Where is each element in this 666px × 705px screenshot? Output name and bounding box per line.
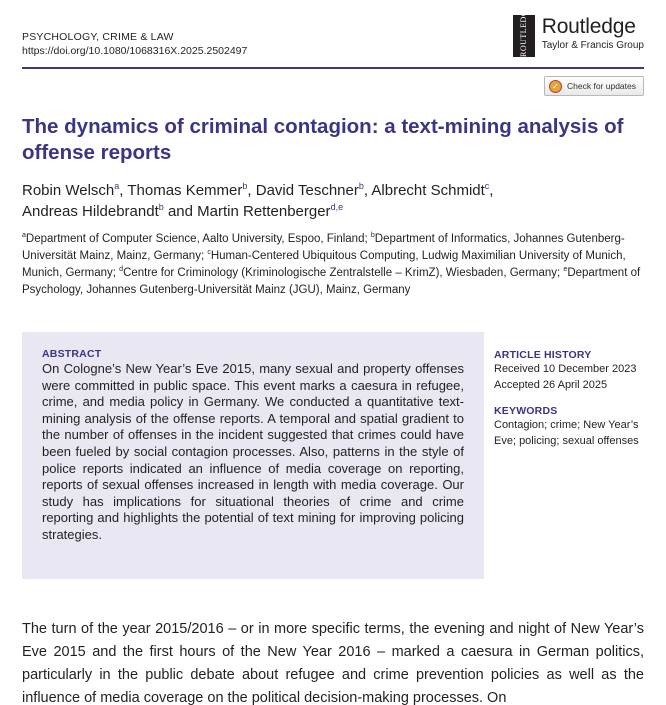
routledge-mark-icon: ROUTLEDGE <box>513 15 535 57</box>
affiliation-marker: d <box>119 266 124 274</box>
author-name[interactable]: Robin Welsch <box>22 182 115 199</box>
doi-link[interactable]: https://doi.org/10.1080/1068316X.2025.2502497 <box>22 45 248 57</box>
affiliation-text: Department of Psychology, Johannes Gutenberg-Universität Mainz (JGU), Mainz, Germany <box>22 267 641 296</box>
affiliation-text: Department of Computer Science, Aalto University, Espoo, Finland; <box>25 233 371 245</box>
author-name[interactable]: Thomas Kemmer <box>127 182 243 199</box>
header-divider <box>22 67 644 69</box>
journal-header <box>22 4 644 67</box>
abstract-box <box>22 332 484 579</box>
affiliations <box>22 231 647 299</box>
affiliation-marker: a <box>22 232 26 240</box>
publisher-text <box>542 15 644 52</box>
article-sidebar <box>494 348 654 449</box>
check-for-updates-label: Check for updates <box>567 81 636 91</box>
publisher-logo[interactable] <box>513 4 644 57</box>
affiliation-marker: b <box>370 232 375 240</box>
check-for-updates-button[interactable] <box>544 76 644 96</box>
affiliation-text: Centre for Criminology (Kriminologische Zentralstelle – KrimZ), Wiesbaden, Germany; <box>123 267 564 279</box>
keywords-heading: KEYWORDS <box>494 405 558 417</box>
affiliation-marker: e <box>563 266 568 274</box>
author-affiliation-marker[interactable]: a <box>114 181 120 191</box>
author-affiliation-marker[interactable]: b <box>358 181 364 191</box>
abstract-heading: ABSTRACT <box>42 348 102 360</box>
author-affiliation-marker[interactable]: b <box>158 202 164 212</box>
abstract-text: On Cologne’s New Year’s Eve 2015, many sexual and property offenses were committed in public space. This event marks a caesura in refugee, crime, and media policy in Germany. We conducted a quantitative text-mining analysis of the offense reports. A temporal and spatial gradient to the number of offenses in the incident suggested that crimes could have been fueled by social contagion processes. Also, patterns in the style of police reports indicated an influence of media coverage on reporting, reports of sexual offenses increased in length with media coverage. Our study has implications for situational theories of crime and crime reporting and highlights the potential of text mining for improving policing strategies. <box>42 361 464 542</box>
article-history-heading: ARTICLE HISTORY <box>494 349 592 361</box>
author-name[interactable]: David Teschner <box>255 182 359 199</box>
author-affiliation-marker[interactable]: d,e <box>330 202 344 212</box>
crossmark-icon: ✓ <box>549 80 562 93</box>
body-paragraph: The turn of the year 2015/2016 – or in more specific terms, the evening and night of New Year’s Eve 2015 and the first hours of the New Year 2016 – marked a caesura in German politics, particularly in the public debate about refugee and crime prevention policies as well as the influence of media coverage on the political decision-making processes. On <box>22 621 644 705</box>
affiliation-text: Human-Centered Ubiquitous Computing, Ludwig Maximilian University of Munich, Munich, Germany; <box>22 250 626 279</box>
article-title: The dynamics of criminal contagion: a text-mining analysis of offense reports <box>22 115 624 164</box>
accepted-date: Accepted 26 April 2025 <box>494 378 608 391</box>
affiliation-marker: c <box>207 249 211 257</box>
author-affiliation-marker[interactable]: c <box>484 181 490 191</box>
author-list: Robin Welsch$^a$, Thomas Kemmer$^b$, David Teschner$^b$, Albrecht Schmidt$^c$, Andreas Hildebrandt$^b$ and Martin Rettenberger$^{d,e}$ <box>22 181 494 220</box>
author-name[interactable]: Albrecht Schmidt <box>371 182 485 199</box>
author-name[interactable]: Andreas Hildebrandt <box>22 203 159 220</box>
affiliation-text: Department of Informatics, Johannes Gutenberg-Universität Mainz, Mainz, Germany; <box>22 233 625 262</box>
author-affiliation-marker[interactable]: b <box>242 181 248 191</box>
author-name[interactable]: Martin Rettenberger <box>197 203 331 220</box>
publisher-group: Taylor & Francis Group <box>541 40 644 51</box>
received-date: Received 10 December 2023 <box>494 363 637 375</box>
publisher-name: Routledge <box>541 15 636 38</box>
journal-name: PSYCHOLOGY, CRIME & LAW <box>22 31 174 43</box>
keywords-list: Contagion; crime; New Year’s Eve; policing; sexual offenses <box>494 419 639 447</box>
